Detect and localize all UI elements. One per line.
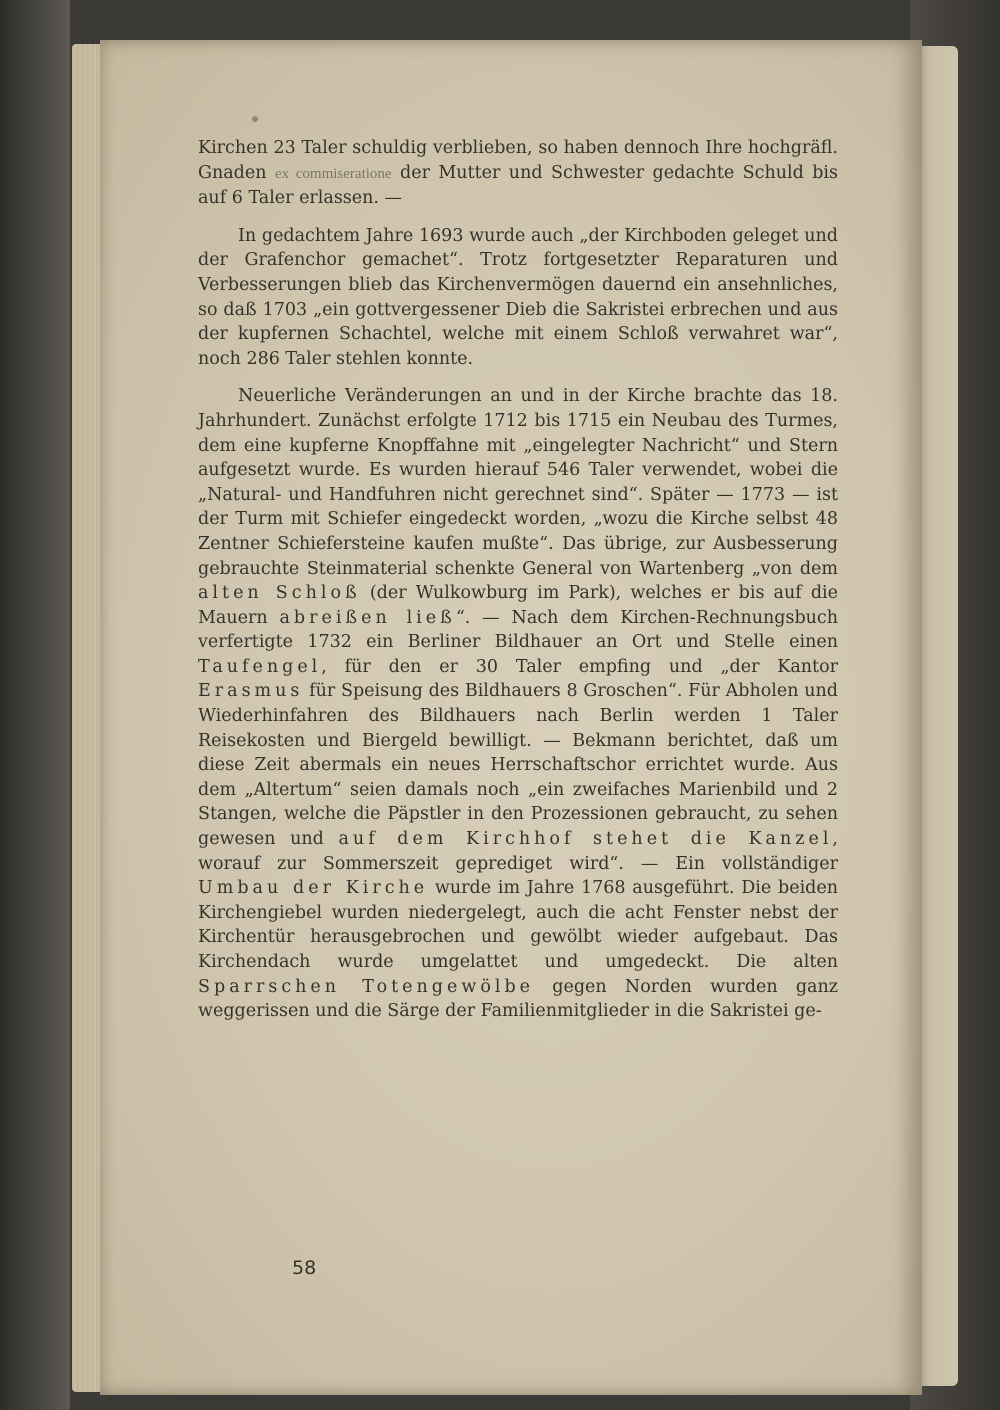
adjacent-page-edge — [918, 46, 958, 1386]
emphasized-text: Taufengel — [198, 656, 322, 677]
emphasized-text: Umbau der Kirche — [198, 878, 429, 899]
paragraph — [198, 224, 838, 372]
text-segment: , worauf zur Sommerszeit geprediget wird“. — Ein vollständiger — [198, 829, 838, 874]
emphasized-text: alten Schloß — [198, 583, 361, 604]
emphasized-text: abreißen ließ — [279, 607, 456, 628]
text-segment: für Speisung des Bildhauers 8 Groschen“. Für Abholen und Wiederhinfahren des Bildhauers nach Berlin werden 1 Taler Reisekosten und Biergeld bewilligt. — Bekmann berichtet, daß um diese Zeit abermals ein neues Herrschaftschor errichtet wurde. Aus dem „Altertum“ seien damals noch „ein zweifaches Marienbild und 2 Stangen, welche die Päpstler in den Prozessionen gebraucht, zu sehen gewesen und — [198, 681, 838, 850]
text-segment: Neuerliche Veränderungen an und in der Kirche brachte das 18. Jahrhundert. Zunächst erfolgte 1712 bis 1715 ein Neubau des Turmes, dem eine kupferne Knopffahne mit „eingelegter Nachricht“ und Stern aufgesetzt wurde. Es wurden hierauf 546 Taler verwendet, wobei die „Natural- und Handfuhren nicht gerechnet sind“. Später — 1773 — ist der Turm mit Schiefer eingedeckt worden, „wozu die Kirche selbst 48 Zentner Schiefersteine kaufen mußte“. Das übrige, zur Ausbesserung gebrauchte Steinmaterial schenkte General von Wartenberg „von dem — [198, 386, 838, 579]
page-number: 58 — [292, 1257, 317, 1279]
text-segment: Kirchen 23 Taler schuldig verblieben, so haben dennoch Ihre hochgräfl. Gnaden — [198, 138, 838, 183]
text-segment: “. — Nach dem Kirchen-Rechnungsbuch verfertigte 1732 ein Berliner Bildhauer an Ort und Stelle einen — [198, 607, 838, 653]
text-segment: gegen Norden wurden ganz weggerissen und die Särge der Familienmitglieder in die Sakristei ge- — [198, 976, 838, 1022]
latin-phrase: ex commiseratione — [274, 165, 392, 182]
paragraph — [198, 136, 838, 211]
text-segment: wurde im Jahre 1768 ausgeführt. Die beiden Kirchengiebel wurden niedergelegt, auch die acht Fenster nebst der Kirchentür herausgebrochen und gewölbt wieder aufgebaut. Das Kirchendach wurde umgelattet und umgedeckt. Die alten — [198, 878, 838, 972]
paragraph — [198, 384, 838, 1023]
text-segment: , für den er 30 Taler empfing und „der Kantor — [321, 656, 838, 677]
background-left — [0, 0, 70, 1410]
emphasized-text: Sparrschen Totengewölbe — [198, 976, 535, 997]
emphasized-text: auf dem Kirchhof stehet die Kanzel — [338, 829, 833, 850]
text-segment: der Mutter und Schwester gedachte Schuld bis auf 6 Taler erlassen. — — [198, 162, 839, 209]
emphasized-text: Erasmus — [198, 681, 304, 702]
text-segment: In gedachtem Jahre 1693 wurde auch „der Kirchboden geleget und der Grafenchor gemachet“. Trotz fortgesetzter Reparaturen und Verbesserungen blieb das Kirchenvermögen dauernd ein ansehnliches, so daß 1703 „ein gottvergessener Dieb die Sakristei erbrechen und aus der kupfernen Schachtel, welche mit einem Schloß verwahret war“, noch 286 Taler stehlen konnte. — [198, 225, 838, 369]
text-segment: (der Wulkowburg im Park), welches er bis auf die Mauern — [198, 583, 838, 628]
paper-speck — [252, 116, 258, 122]
page-body-text — [198, 136, 838, 1024]
